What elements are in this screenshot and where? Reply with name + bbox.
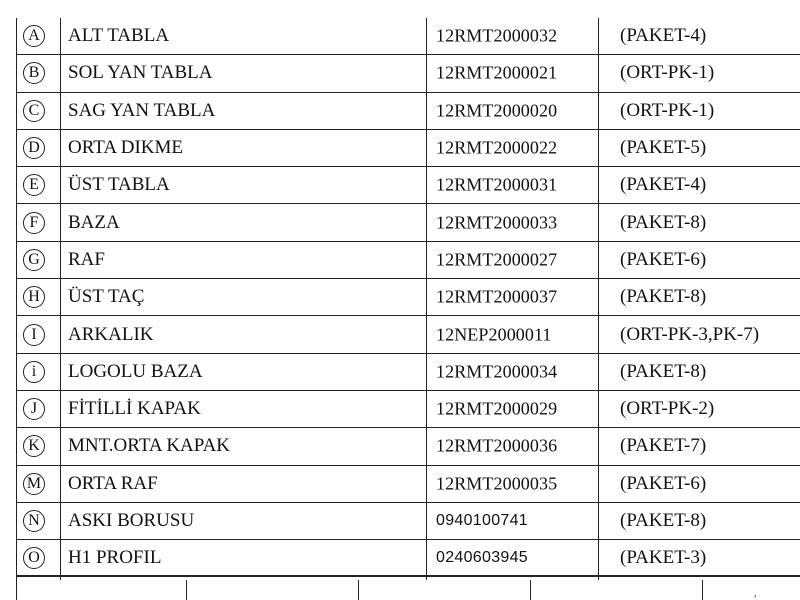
part-package: (PAKET-8) xyxy=(620,510,707,531)
part-letter-circle: I xyxy=(23,324,45,346)
table-row xyxy=(16,167,800,204)
bottom-table-ticks xyxy=(16,580,800,600)
table-row xyxy=(16,391,800,428)
part-letter-circle: O xyxy=(23,547,45,569)
part-package: (PAKET-4) xyxy=(620,174,707,196)
part-name: LOGOLU BAZA xyxy=(68,360,203,382)
part-package: (PAKET-7) xyxy=(620,435,707,457)
part-letter-circle: K xyxy=(23,435,45,457)
part-package: (PAKET-8) xyxy=(620,286,707,308)
part-letter-circle: A xyxy=(23,25,45,47)
part-code: 12NEP2000011 xyxy=(436,324,552,345)
part-letter-circle: F xyxy=(23,212,45,234)
part-letter-circle: H xyxy=(23,286,45,308)
part-package: (PAKET-6) xyxy=(620,472,707,494)
part-letter-circle: B xyxy=(23,62,45,84)
part-name: BAZA xyxy=(68,211,120,233)
bottom-tick xyxy=(358,580,359,600)
part-code: 12RMT2000020 xyxy=(436,100,558,121)
table-row xyxy=(16,503,800,540)
part-name: MNT.ORTA KAPAK xyxy=(68,435,231,457)
table-row xyxy=(16,242,800,279)
table-row xyxy=(16,130,800,167)
bottom-tick xyxy=(16,580,17,600)
part-code: 12RMT2000027 xyxy=(436,249,558,270)
table-row xyxy=(16,354,800,391)
table-row xyxy=(16,204,800,241)
part-name: ARKALIK xyxy=(68,323,154,345)
part-letter-circle: J xyxy=(23,398,45,420)
table-row xyxy=(16,18,800,55)
part-package: (ORT-PK-3,PK-7) xyxy=(620,323,760,345)
table-row xyxy=(16,316,800,353)
part-package: (PAKET-8) xyxy=(620,360,707,382)
part-name: ÜST TABLA xyxy=(68,174,170,196)
bottom-tick xyxy=(530,580,531,600)
part-name: ORTA DIKME xyxy=(68,137,184,159)
part-package: (PAKET-8) xyxy=(620,211,707,233)
part-letter-circle: E xyxy=(23,174,45,196)
part-name: RAF xyxy=(68,248,105,270)
part-code: 12RMT2000033 xyxy=(436,212,558,233)
part-package: (PAKET-5) xyxy=(620,137,707,159)
table-row xyxy=(16,466,800,503)
part-package: (ORT-PK-1) xyxy=(620,62,715,84)
part-letter-circle: M xyxy=(23,473,45,495)
part-code: 12RMT2000022 xyxy=(436,137,558,158)
part-package: (ORT-PK-2) xyxy=(620,398,715,420)
bottom-tick xyxy=(702,580,703,600)
part-code: 12RMT2000031 xyxy=(436,174,558,195)
part-package: (ORT-PK-1) xyxy=(620,99,715,121)
part-code: 0940100741 xyxy=(436,512,528,529)
part-name: H1 PROFIL xyxy=(68,546,162,568)
part-code: 12RMT2000037 xyxy=(436,286,558,307)
part-code: 12RMT2000032 xyxy=(436,25,558,46)
part-code: 0240603945 xyxy=(436,548,528,566)
part-name: FİTİLLİ KAPAK xyxy=(68,398,201,420)
part-package: (PAKET-6) xyxy=(620,248,707,270)
bottom-tick xyxy=(186,580,187,600)
part-name: ÜST TAÇ xyxy=(68,286,145,308)
part-name: ORTA RAF xyxy=(68,472,158,494)
part-code: 12RMT2000036 xyxy=(436,435,558,456)
table-row xyxy=(16,55,800,92)
small-mark: , xyxy=(754,588,757,599)
table-row xyxy=(16,93,800,130)
part-letter-circle: C xyxy=(23,100,45,122)
part-code: 12RMT2000034 xyxy=(436,361,558,382)
part-name: SAG YAN TABLA xyxy=(68,99,216,121)
table-row xyxy=(16,540,800,577)
parts-table xyxy=(16,18,800,577)
part-code: 12RMT2000021 xyxy=(436,62,558,83)
table-row xyxy=(16,428,800,465)
part-letter-circle: N xyxy=(23,510,45,532)
part-code: 12RMT2000035 xyxy=(436,473,558,494)
part-letter-circle: i xyxy=(23,361,45,383)
part-name: SOL YAN TABLA xyxy=(68,62,213,84)
table-row xyxy=(16,279,800,316)
part-letter-circle: G xyxy=(23,249,45,271)
part-package: (PAKET-3) xyxy=(620,546,707,568)
part-letter-circle: D xyxy=(23,137,45,159)
part-name: ASKI BORUSU xyxy=(68,510,195,531)
part-package: (PAKET-4) xyxy=(620,25,707,47)
part-code: 12RMT2000029 xyxy=(436,398,558,419)
part-name: ALT TABLA xyxy=(68,25,170,47)
